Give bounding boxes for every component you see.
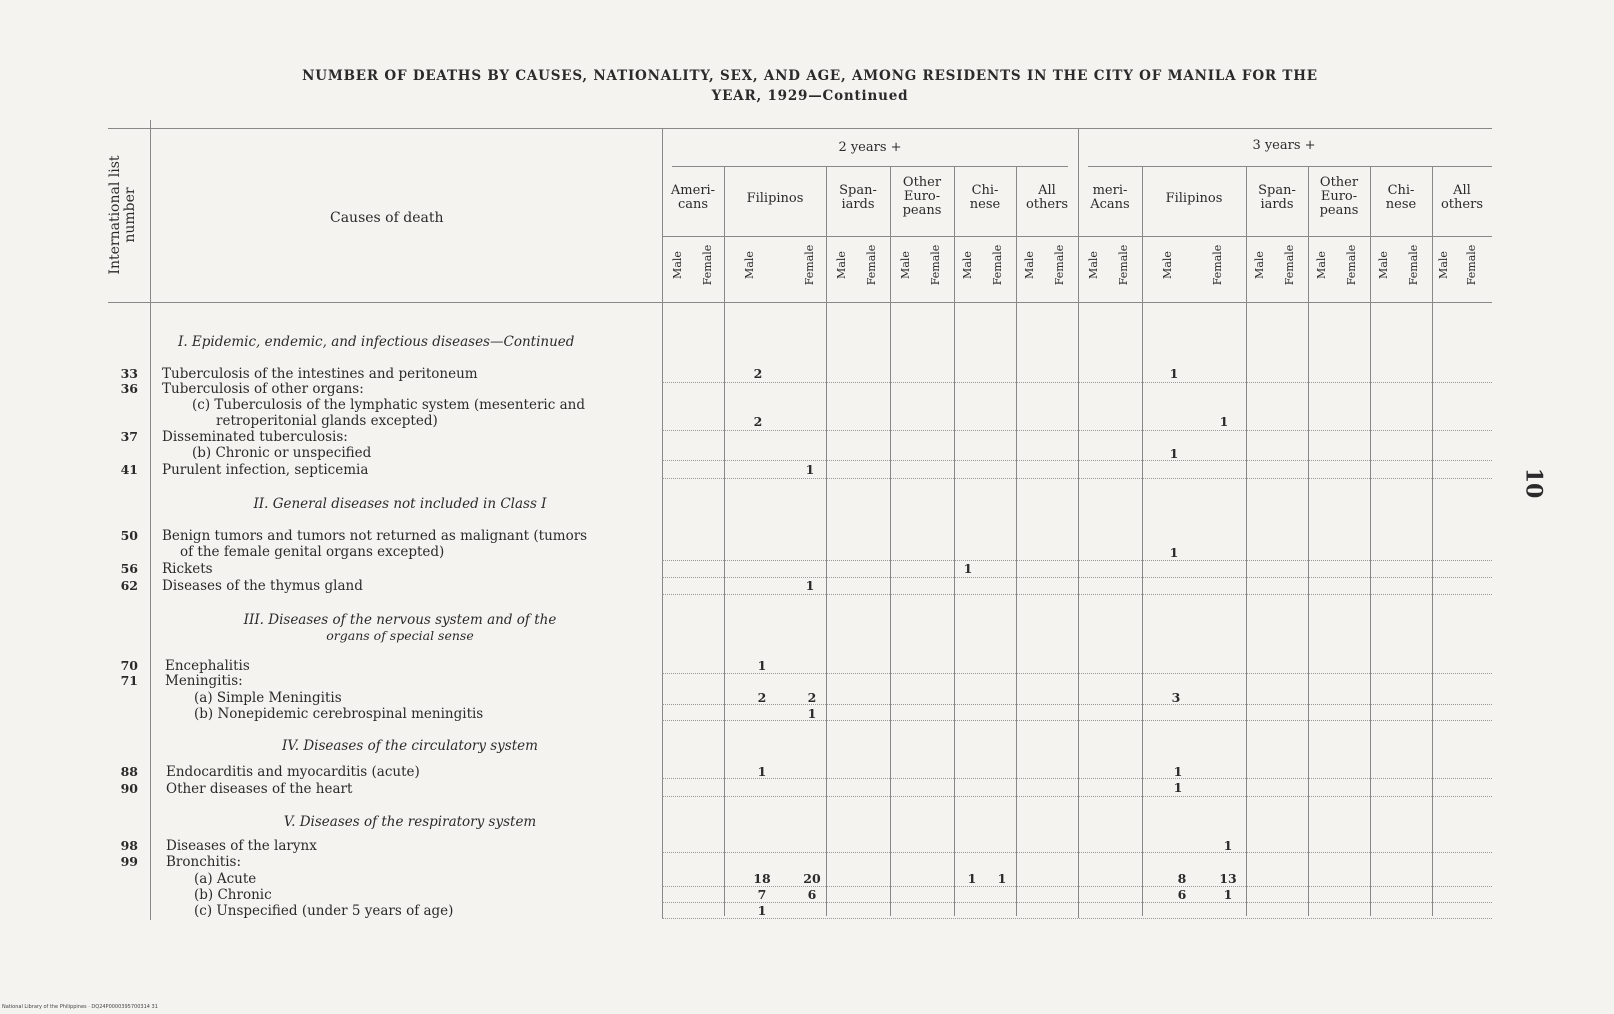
section-heading: IV. Diseases of the circulatory system — [282, 738, 538, 754]
cell-value: 1 — [757, 658, 767, 673]
cell-value: 1 — [997, 871, 1007, 886]
hdr-male: Male — [1377, 251, 1390, 279]
cause-label: Diseases of the larynx — [166, 838, 317, 854]
cell-value: 2 — [757, 690, 767, 705]
col-div — [954, 166, 955, 916]
page-number: 10 — [1520, 467, 1547, 499]
title-line-2: YEAR, 1929—Continued — [711, 88, 909, 104]
hdr-spaniards-2: Span- iards — [839, 183, 877, 212]
int-num: 56 — [120, 561, 138, 576]
cause-label: (b) Chronic — [194, 887, 272, 903]
title-line-1: NUMBER OF DEATHS BY CAUSES, NATIONALITY, SEX, AND AGE, AMONG RESIDENTS IN THE CITY OF MANILA FOR THE — [302, 68, 1318, 84]
col-div — [1308, 166, 1309, 916]
cell-value: 1 — [963, 561, 973, 576]
section-heading: II. General diseases not included in Class I — [253, 496, 547, 512]
row-leader — [662, 778, 1492, 779]
age-group-3-header: 3 years + — [1252, 138, 1316, 153]
cell-value: 3 — [1171, 690, 1181, 705]
cell-value: 1 — [967, 871, 977, 886]
table-title — [150, 66, 1470, 106]
int-num: 36 — [120, 381, 138, 396]
section-heading-line: III. Diseases of the nervous system and of the — [243, 612, 557, 628]
row-leader — [662, 460, 1492, 461]
hdr-filipinos-2: Filipinos — [746, 191, 804, 206]
row-leader — [662, 577, 1492, 578]
row-leader — [662, 594, 1492, 595]
row-leader — [662, 478, 1492, 479]
cell-value: 13 — [1219, 871, 1237, 886]
cell-value: 1 — [807, 706, 817, 721]
col-div — [1246, 166, 1247, 916]
hdr-female: Female — [1211, 244, 1224, 286]
hdr-other-europeans-3: Other Euro- peans — [1319, 175, 1359, 218]
cell-value: 2 — [807, 690, 817, 705]
hdr-female: Female — [1283, 244, 1296, 286]
cell-value: 1 — [757, 903, 767, 918]
cause-label: retroperitonial glands excepted) — [216, 413, 438, 429]
cell-value: 1 — [1173, 764, 1183, 779]
hdr-female: Female — [991, 244, 1004, 286]
nationality-rule — [662, 236, 1492, 237]
hdr-all-others-2: All others — [1025, 183, 1068, 212]
hdr-male: Male — [1437, 251, 1450, 279]
hdr-americans-3: meri- Acans — [1090, 183, 1130, 212]
cause-label: Tuberculosis of other organs: — [162, 381, 364, 397]
hdr-other-europeans-2: Other Euro- peans — [902, 175, 942, 218]
cell-value: 1 — [1169, 545, 1179, 560]
cause-label: Encephalitis — [165, 658, 250, 674]
row-leader — [662, 430, 1492, 431]
hdr-chinese-3: Chi- nese — [1385, 183, 1417, 212]
hdr-male: Male — [1087, 251, 1100, 279]
int-num: 71 — [120, 673, 138, 688]
row-leader — [662, 918, 1492, 919]
cause-label: (a) Acute — [194, 871, 257, 887]
cause-label: Diseases of the thymus gland — [162, 578, 363, 594]
cause-label: Other diseases of the heart — [166, 781, 353, 797]
int-num: 70 — [120, 658, 138, 673]
cell-value: 1 — [1219, 414, 1229, 429]
int-list-header: International list number — [107, 155, 138, 275]
hdr-male: Male — [961, 251, 974, 279]
int-num: 88 — [120, 764, 138, 779]
row-leader — [662, 704, 1492, 705]
int-num: 98 — [120, 838, 138, 853]
hdr-male: Male — [743, 251, 756, 279]
age-group-divider — [1078, 128, 1079, 918]
cell-value: 1 — [1169, 366, 1179, 381]
footer-credit: National Library of the Philippines · DQ24P0000395700314 31 — [2, 1004, 158, 1010]
num-col-rule — [150, 120, 151, 920]
cause-label: (c) Tuberculosis of the lymphatic system (mesenteric and — [192, 397, 585, 413]
cause-label: (b) Nonepidemic cerebrospinal meningitis — [194, 706, 484, 722]
hdr-female: Female — [1345, 244, 1358, 286]
table-top-rule — [108, 128, 1492, 129]
int-num: 62 — [120, 578, 138, 593]
int-num: 33 — [120, 366, 138, 381]
section-heading-line: organs of special sense — [326, 628, 474, 643]
row-leader — [662, 796, 1492, 797]
cell-value: 2 — [753, 414, 763, 429]
cause-label: (c) Unspecified (under 5 years of age) — [194, 903, 454, 919]
cell-value: 18 — [753, 871, 771, 886]
row-leader — [662, 560, 1492, 561]
cause-label: Purulent infection, septicemia — [162, 462, 369, 478]
hdr-female: Female — [1407, 244, 1420, 286]
section-heading — [150, 612, 650, 644]
int-num: 41 — [120, 462, 138, 477]
int-num: 37 — [120, 429, 138, 444]
hdr-female: Female — [1465, 244, 1478, 286]
cell-value: 2 — [753, 366, 763, 381]
cell-value: 7 — [757, 887, 767, 902]
cause-label: Bronchitis: — [166, 854, 241, 870]
cell-value: 6 — [1177, 887, 1187, 902]
hdr-filipinos-3: Filipinos — [1165, 191, 1223, 206]
hdr-female: Female — [1117, 244, 1130, 286]
col-div — [890, 166, 891, 916]
age-group-2-header: 2 years + — [838, 140, 902, 155]
cell-value: 6 — [807, 887, 817, 902]
hdr-male: Male — [899, 251, 912, 279]
row-leader — [662, 886, 1492, 887]
cause-label: of the female genital organs excepted) — [180, 544, 445, 560]
cell-value: 1 — [805, 578, 815, 593]
row-leader — [662, 902, 1492, 903]
hdr-americans-2: Ameri- cans — [670, 183, 716, 212]
cell-value: 1 — [1173, 780, 1183, 795]
hdr-male: Male — [1315, 251, 1328, 279]
cause-label: Tuberculosis of the intestines and peritoneum — [162, 366, 478, 382]
int-num: 90 — [120, 781, 138, 796]
section-heading: V. Diseases of the respiratory system — [283, 814, 537, 830]
col-div — [826, 166, 827, 916]
col-div — [1370, 166, 1371, 916]
hdr-female: Female — [803, 244, 816, 286]
hdr-female: Female — [701, 244, 714, 286]
cell-value: 1 — [757, 764, 767, 779]
col-div — [1016, 166, 1017, 916]
cell-value: 8 — [1177, 871, 1187, 886]
cell-value: 1 — [1223, 838, 1233, 853]
hdr-chinese-2: Chi- nese — [969, 183, 1001, 212]
cell-value: 1 — [805, 462, 815, 477]
row-leader — [662, 382, 1492, 383]
cause-label: Meningitis: — [165, 673, 243, 689]
cause-label: (b) Chronic or unspecified — [192, 445, 372, 461]
cause-col-rule — [662, 128, 663, 918]
hdr-male: Male — [1023, 251, 1036, 279]
hdr-male: Male — [671, 251, 684, 279]
row-leader — [662, 673, 1492, 674]
cause-label: Endocarditis and myocarditis (acute) — [166, 764, 420, 780]
hdr-female: Female — [929, 244, 942, 286]
cause-label: Benign tumors and tumors not returned as malignant (tumors — [162, 528, 588, 544]
age-rule-2 — [672, 166, 1068, 167]
cause-label: Disseminated tuberculosis: — [162, 429, 348, 445]
hdr-all-others-3: All others — [1440, 183, 1483, 212]
row-leader — [662, 852, 1492, 853]
hdr-male: Male — [1161, 251, 1174, 279]
causes-header: Causes of death — [330, 210, 444, 226]
hdr-female: Female — [1053, 244, 1066, 286]
cell-value: 1 — [1223, 887, 1233, 902]
header-bottom-rule — [108, 302, 1492, 303]
hdr-female: Female — [865, 244, 878, 286]
cell-value: 1 — [1169, 446, 1179, 461]
hdr-male: Male — [835, 251, 848, 279]
col-div — [1142, 166, 1143, 916]
int-num: 99 — [120, 854, 138, 869]
section-heading: I. Epidemic, endemic, and infectious diseases—Continued — [178, 334, 575, 350]
col-div — [724, 166, 725, 916]
col-div — [1432, 166, 1433, 916]
int-num: 50 — [120, 528, 138, 543]
hdr-spaniards-3: Span- iards — [1258, 183, 1296, 212]
row-leader — [662, 720, 1492, 721]
cause-label: Rickets — [162, 561, 213, 577]
hdr-male: Male — [1253, 251, 1266, 279]
cause-label: (a) Simple Meningitis — [194, 690, 342, 706]
cell-value: 20 — [803, 871, 821, 886]
